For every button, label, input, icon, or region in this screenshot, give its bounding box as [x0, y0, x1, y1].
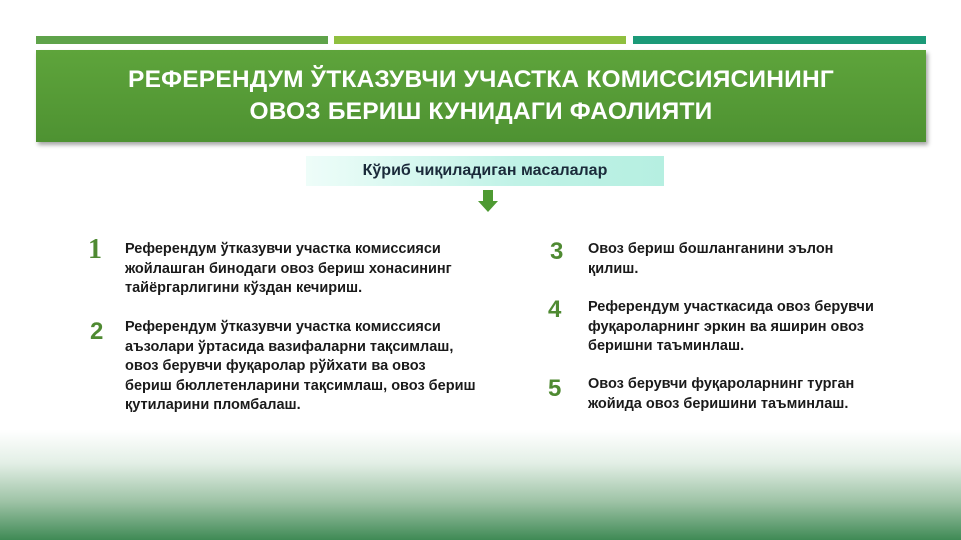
item-1-line-2: жойлашган бинодаги овоз бериш хонасининг	[125, 260, 452, 277]
bottom-gradient-background	[0, 430, 961, 540]
item-text-4	[588, 298, 874, 357]
item-text-5	[588, 375, 854, 414]
top-stripe-middle	[334, 36, 626, 44]
title-banner	[36, 50, 926, 142]
item-2-line-4: бериш бюллетенларини тақсимлаш, овоз бериш	[125, 377, 476, 394]
item-5-line-1: Овоз берувчи фуқароларнинг турган	[588, 376, 855, 392]
item-1-line-1: Референдум ўтказувчи участка комиссияси	[125, 241, 441, 257]
item-1-line-3: тайёргарлигини кўздан кечириш.	[125, 280, 363, 296]
item-number-5: 5	[548, 375, 562, 402]
item-4-line-2: фуқароларнинг эркин ва яширин овоз	[588, 318, 864, 335]
item-number-4: 4	[548, 296, 562, 323]
page-title-line-2: ОВОЗ БЕРИШ КУНИДАГИ ФАОЛИЯТИ	[249, 98, 713, 125]
section-subtitle: Кўриб чиқиладиган масалалар	[306, 156, 664, 186]
item-2-line-1: Референдум ўтказувчи участка комиссияси	[125, 319, 441, 335]
item-number-3: 3	[550, 238, 564, 265]
item-2-line-2: аъзолари ўртасида вазифаларни тақсимлаш,	[125, 338, 454, 355]
item-3-line-2: қилиш.	[588, 260, 639, 277]
item-text-1	[125, 240, 452, 299]
item-4-line-3: беришни таъминлаш.	[588, 338, 745, 354]
item-text-3	[588, 240, 833, 279]
item-number-1: 1	[88, 234, 102, 265]
page-title-line-1: РЕФЕРЕНДУМ ЎТКАЗУВЧИ УЧАСТКА КОМИССИЯСИНИНГ	[128, 66, 834, 93]
item-2-line-5: қутиларини пломбалаш.	[125, 397, 301, 413]
item-3-line-1: Овоз бериш бошланганини эълон	[588, 241, 834, 257]
top-stripe-left	[36, 36, 328, 44]
item-4-line-1: Референдум участкасида овоз берувчи	[588, 299, 874, 315]
item-text-2	[125, 318, 476, 416]
item-5-line-2: жойида овоз беришини таъминлаш.	[588, 395, 849, 412]
item-number-2: 2	[90, 318, 104, 345]
item-2-line-3: овоз берувчи фуқаролар рўйхати ва овоз	[125, 358, 426, 374]
down-arrow-icon	[478, 190, 498, 212]
top-stripe-right	[633, 36, 926, 44]
